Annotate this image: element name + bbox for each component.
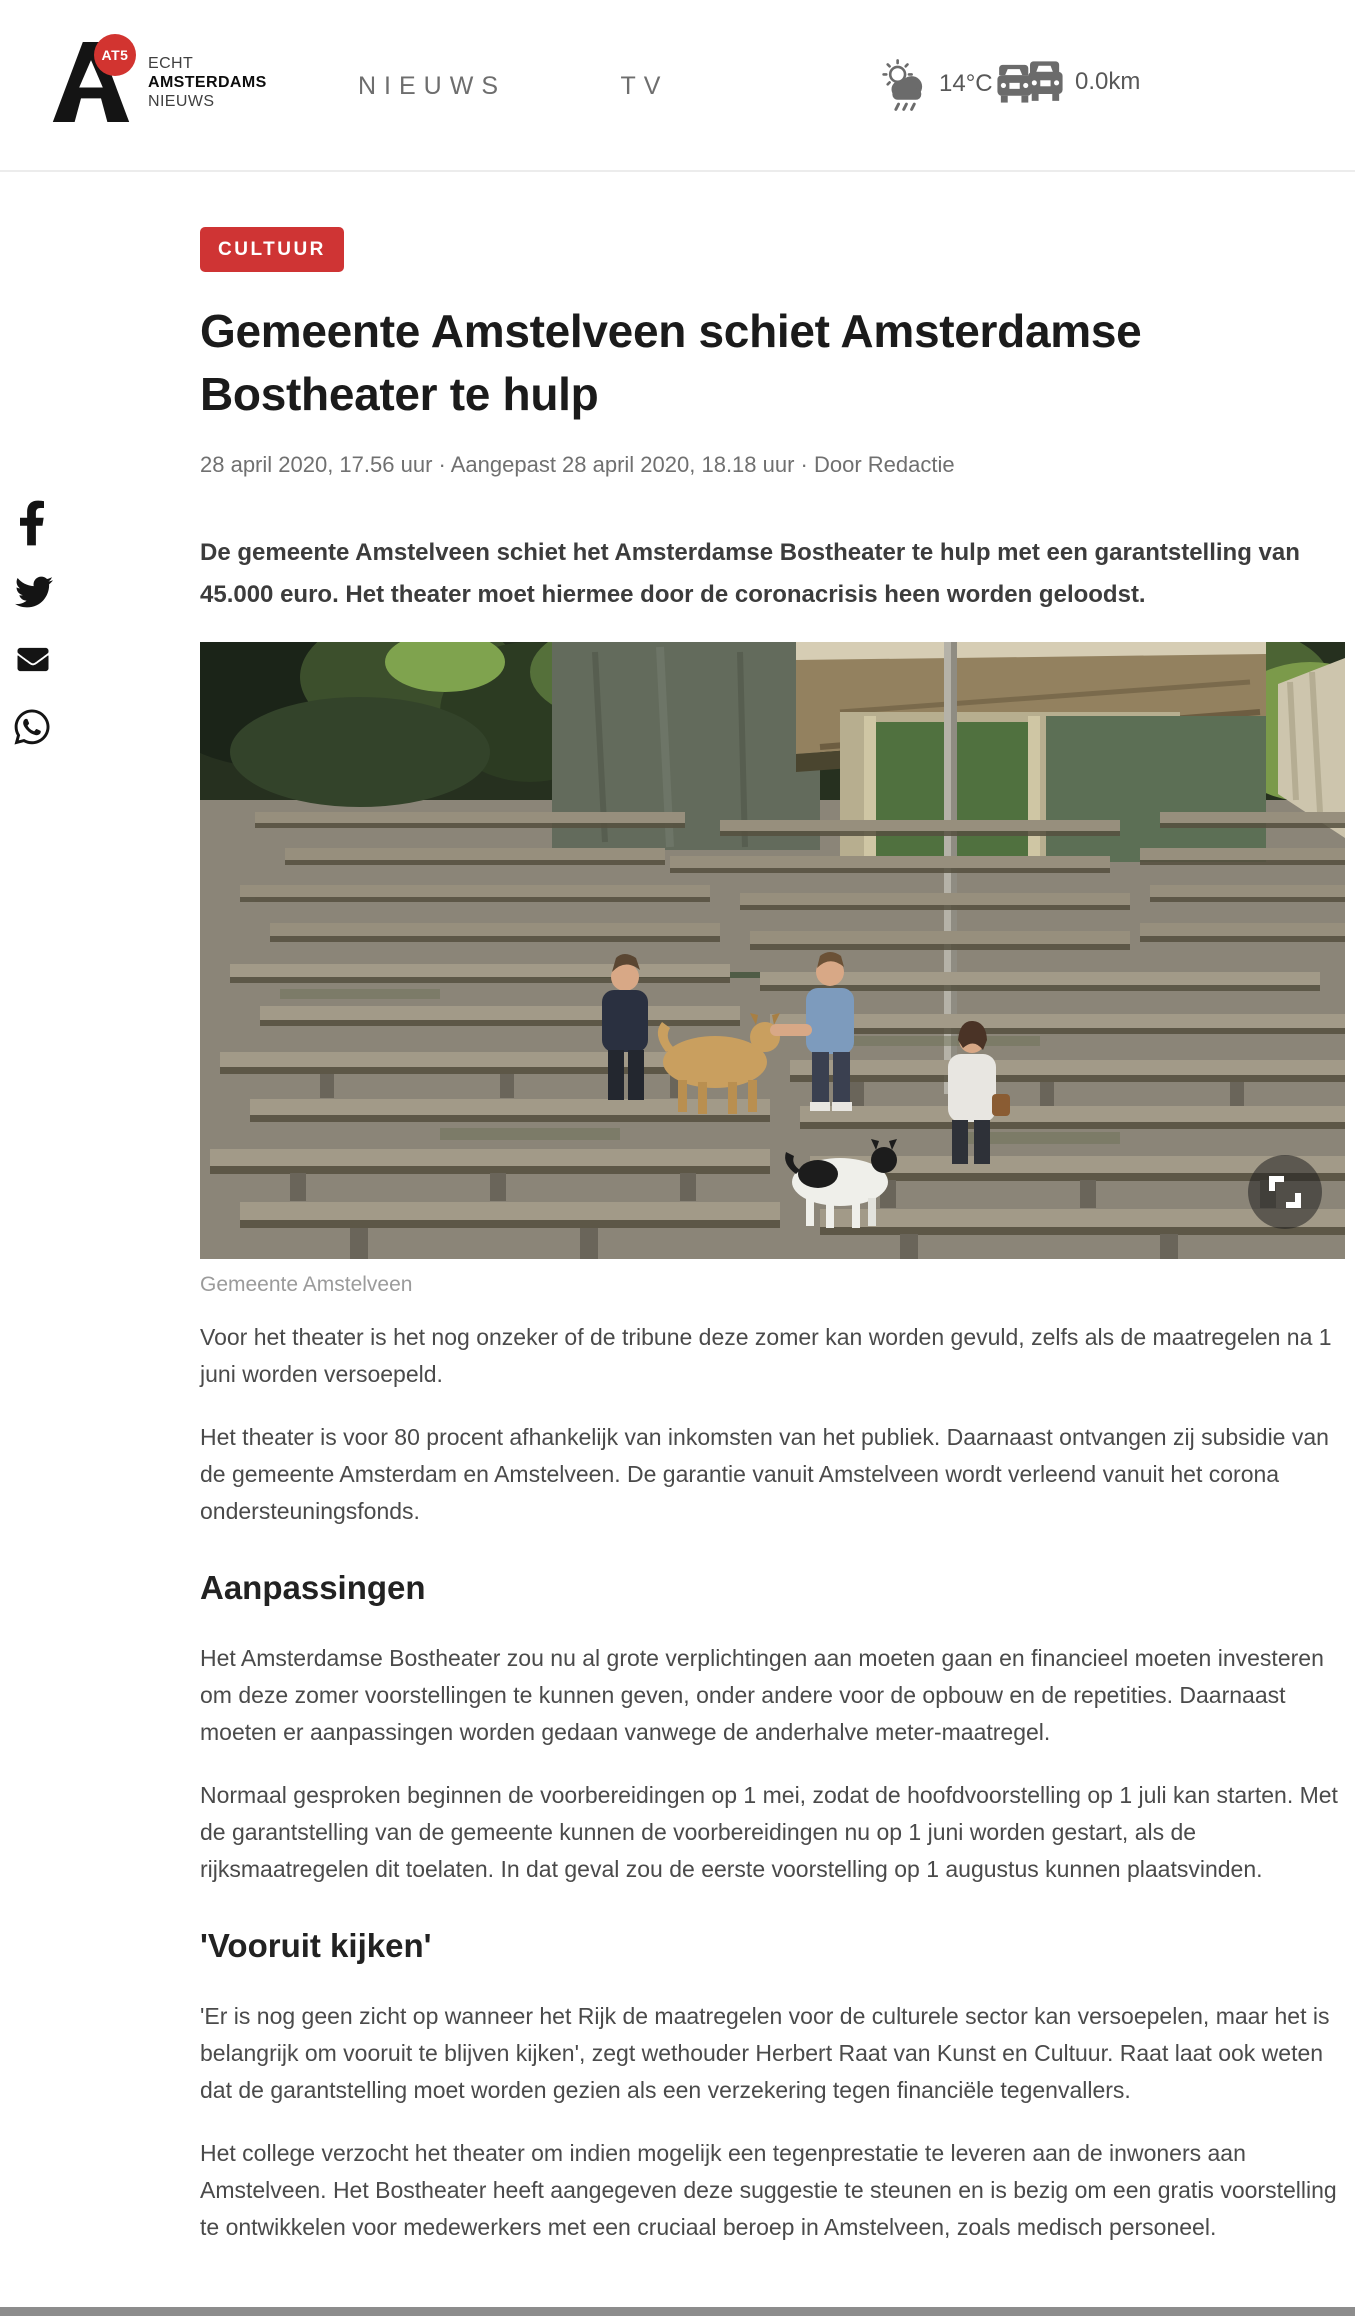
share-facebook-button[interactable]: [18, 498, 58, 548]
logo-tagline-line2: AMSTERDAMS: [148, 74, 267, 91]
whatsapp-icon: [12, 707, 52, 747]
email-icon: [12, 644, 54, 675]
category-badge[interactable]: CULTUUR: [200, 227, 344, 272]
logo-tagline: [148, 54, 267, 111]
weather-widget[interactable]: [874, 56, 993, 112]
image-caption: Gemeente Amstelveen: [200, 1273, 413, 1296]
share-email-button[interactable]: [12, 644, 58, 675]
traffic-icon: [994, 56, 1066, 108]
bostheater-photo: [200, 642, 1345, 1259]
article-intro: De gemeente Amstelveen schiet het Amsterdamse Bostheater te hulp met een garantstelling van 45.000 euro. Het theater moet hiermee door de coronacrisis heen worden geloodst.: [200, 539, 1300, 608]
share-twitter-button[interactable]: [12, 573, 58, 611]
main-nav: [358, 72, 668, 101]
article-paragraph: Het college verzocht het theater om indien mogelijk een tegenprestatie te leveren aan de inwoners aan Amstelveen. Het Bostheater heeft aangegeven deze suggestie te steunen en is bezig om een gratis voorstelling te ontwikkelen voor medewerkers met een cruciaal beroep in Amstelveen, zoals medisch personeel.: [200, 2140, 1337, 2240]
article-body: [200, 1319, 1345, 2246]
nav-item-tv[interactable]: TV: [620, 72, 669, 100]
traffic-widget[interactable]: [994, 56, 1140, 108]
logo-tagline-line3: NIEUWS: [148, 93, 215, 110]
share-rail: [12, 498, 58, 747]
article-meta: 28 april 2020, 17.56 uur · Aangepast 28 april 2020, 18.18 uur · Door Redactie: [200, 452, 955, 477]
section-heading: Aanpassingen: [200, 1569, 426, 1606]
expand-icon: [1268, 1175, 1302, 1209]
section-heading: 'Vooruit kijken': [200, 1927, 432, 1964]
fullscreen-button[interactable]: [1248, 1155, 1322, 1229]
nav-item-nieuws[interactable]: NIEUWS: [358, 72, 506, 100]
article-paragraph: Het Amsterdamse Bostheater zou nu al grote verplichtingen aan moeten gaan en financieel moeten investeren om deze zomer voorstellingen te kunnen geven, onder andere voor de opbouw en de repetities. Daarnaast moeten er aanpassingen worden gedaan vanwege de anderhalve meter-maatregel.: [200, 1645, 1324, 1745]
footer-bar: [0, 2307, 1355, 2316]
share-whatsapp-button[interactable]: [12, 707, 58, 747]
at5-badge: AT5: [94, 34, 136, 76]
weather-icon: [874, 56, 930, 112]
site-header: [0, 0, 1355, 172]
article-image: [200, 642, 1345, 1259]
article-paragraph: Normaal gesproken beginnen de voorbereidingen op 1 mei, zodat de hoofdvoorstelling op 1 juli kan starten. Met de garantstelling van de gemeente kunnen de voorbereidingen nu op 1 juni worden gestart, als de rijksmaatregelen dit toelaten. In dat geval zou de eerste voorstelling op 1 augustus kunnen plaatsvinden.: [200, 1782, 1338, 1882]
article-paragraph: Voor het theater is het nog onzeker of de tribune deze zomer kan worden gevuld, zelfs als de maatregelen na 1 juni worden versoepeld.: [200, 1324, 1332, 1387]
weather-temp: 14°C: [939, 70, 993, 97]
site-logo[interactable]: [45, 34, 295, 124]
article: [200, 172, 1345, 2272]
article-paragraph: 'Er is nog geen zicht op wanneer het Rijk de maatregelen voor de culturele sector kan versoepelen, maar het is belangrijk om vooruit te blijven kijken', zegt wethouder Herbert Raat van Kunst en Cultuur. Raat laat ook weten dat de garantstelling moet worden gezien als een verzekering tegen financiële tegenvallers.: [200, 2003, 1330, 2103]
article-paragraph: Het theater is voor 80 procent afhankelijk van inkomsten van het publiek. Daarnaast ontvangen zij subsidie van de gemeente Amsterdam en Amstelveen. De garantie vanuit Amstelveen wordt verleend vanuit het corona ondersteuningsfonds.: [200, 1424, 1329, 1524]
facebook-icon: [18, 498, 46, 548]
traffic-distance: 0.0km: [1075, 68, 1141, 95]
logo-tagline-line1: ECHT: [148, 55, 194, 72]
article-title: Gemeente Amstelveen schiet Amsterdamse Bostheater te hulp: [200, 305, 1142, 420]
twitter-icon: [12, 573, 56, 611]
